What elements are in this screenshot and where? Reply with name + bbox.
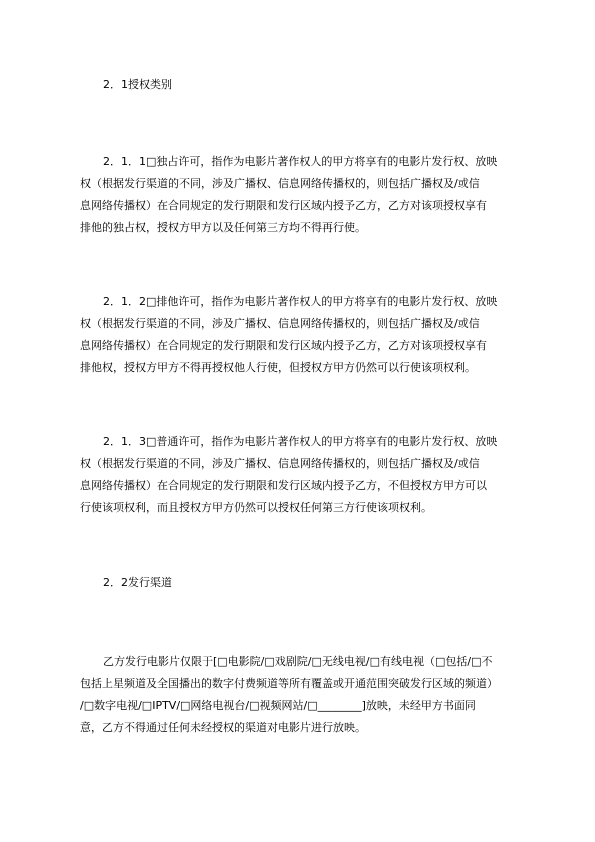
clause-line: 意，乙方不得通过任何未经授权的渠道对电影片进行放映。 [80, 721, 366, 734]
clause-2-2 [80, 651, 520, 739]
clause-line: 权（根据发行渠道的不同，涉及广播权、信息网络传播权的，则包括广播权及/或信 [80, 457, 480, 470]
section-heading-2-1: 2．1授权类别 [103, 78, 172, 91]
clause-line: /□数字电视/□IPTV/□网络电视台/□视频网站/□________]放映，未经甲方书面同 [80, 699, 476, 712]
clause-2-1-1 [80, 151, 520, 239]
clause-line: 包括上星频道及全国播出的数字付费频道等所有覆盖或开通范围突破发行区域的频道） [80, 677, 498, 690]
clause-2-1-3 [80, 431, 520, 519]
clause-line: 排他的独占权，授权方甲方以及任何第三方均不得再行使。 [80, 221, 366, 234]
clause-line: 息网络传播权）在合同规定的发行期限和发行区域内授予乙方，乙方对该项授权享有 [80, 199, 487, 212]
clause-line: 权（根据发行渠道的不同，涉及广播权、信息网络传播权的，则包括广播权及/或信 [80, 177, 480, 190]
clause-2-1-2 [80, 291, 520, 379]
clause-line: 乙方发行电影片仅限于[□电影院/□戏剧院/□无线电视/□有线电视（□包括/□不 [103, 655, 493, 668]
clause-line: 息网络传播权）在合同规定的发行期限和发行区域内授予乙方，乙方对该项授权享有 [80, 339, 487, 352]
clause-line: 息网络传播权）在合同规定的发行期限和发行区域内授予乙方，不但授权方甲方可以 [80, 479, 487, 492]
clause-line: 权（根据发行渠道的不同，涉及广播权、信息网络传播权的，则包括广播权及/或信 [80, 317, 480, 330]
clause-line: 排他权，授权方甲方不得再授权他人行使，但授权方甲方仍然可以行使该项权利。 [80, 361, 476, 374]
clause-line: 2．1．1□独占许可，指作为电影片著作权人的甲方将享有的电影片发行权、放映 [103, 155, 498, 168]
clause-line: 2．1．3□普通许可，指作为电影片著作权人的甲方将享有的电影片发行权、放映 [103, 435, 498, 448]
section-heading-2-2: 2．2发行渠道 [103, 576, 172, 589]
clause-line: 行使该项权利，而且授权方甲方仍然可以授权任何第三方行使该项权利。 [80, 501, 432, 514]
clause-line: 2．1．2□排他许可，指作为电影片著作权人的甲方将享有的电影片发行权、放映 [103, 295, 498, 308]
